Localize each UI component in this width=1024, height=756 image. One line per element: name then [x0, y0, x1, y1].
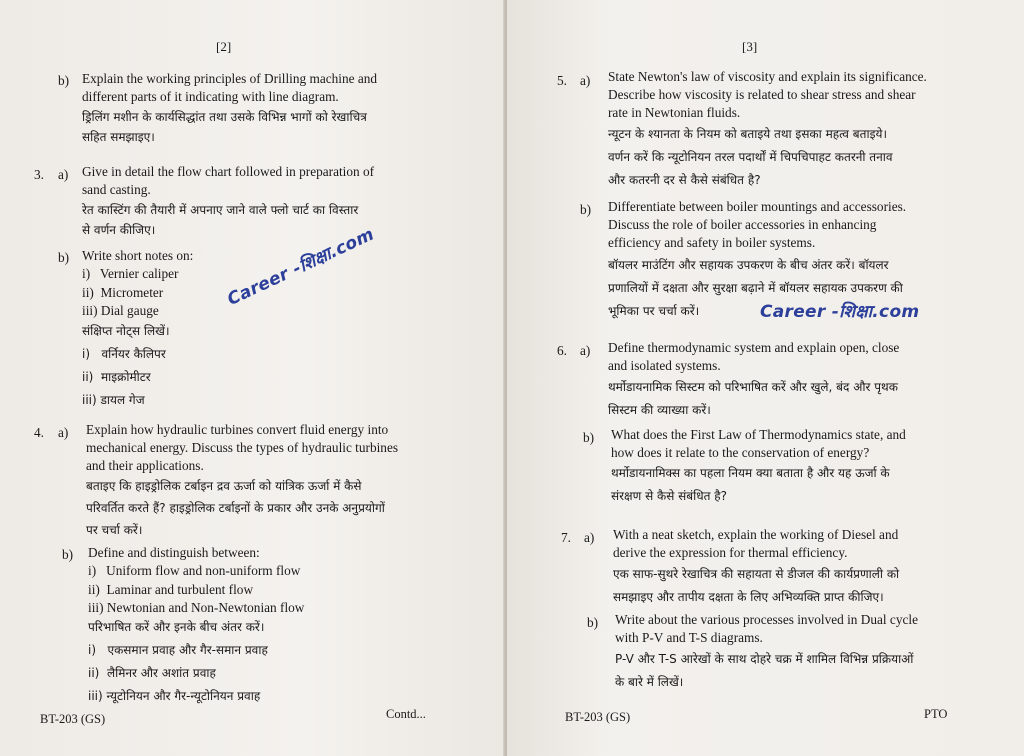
- question-text-hindi: से वर्णन कीजिए।: [82, 223, 156, 237]
- question-text-hindi: और कतरनी दर से कैसे संबंधित है?: [608, 173, 761, 187]
- list-item: i) Vernier caliper: [82, 266, 179, 281]
- list-item-hindi: ii) लैमिनर और अशांत प्रवाह: [88, 666, 216, 680]
- question-number: 7.: [561, 530, 571, 545]
- question-text: Give in detail the flow chart followed in preparation of: [82, 164, 375, 179]
- question-text: mechanical energy. Discuss the types of hydraulic turbines: [86, 440, 399, 455]
- list-item-hindi: iii) डायल गेज: [82, 393, 145, 407]
- question-text: Define and distinguish between:: [88, 545, 260, 560]
- question-label: a): [58, 425, 69, 440]
- question-text: Differentiate between boiler mountings and accessories.: [608, 199, 907, 214]
- question-text: and their applications.: [86, 458, 204, 473]
- question-text-hindi: थर्मोडायनामिक्स का पहला नियम क्या बताता है और यह ऊर्जा के: [611, 466, 890, 480]
- question-label: b): [62, 547, 74, 562]
- question-text-hindi: परिभाषित करें और इनके बीच अंतर करें।: [88, 620, 265, 634]
- question-label: b): [58, 73, 70, 88]
- watermark: Career -शिक्षा.com: [224, 224, 378, 310]
- question-text: Write about the various processes involved in Dual cycle: [615, 612, 918, 627]
- question-text: Write short notes on:: [82, 248, 194, 263]
- question-text-hindi: संक्षिप्त नोट्स लिखें।: [82, 324, 170, 338]
- question-label: a): [58, 167, 69, 182]
- question-text-hindi: परिवर्तित करते हैं? हाइड्रोलिक टर्बाइनों के प्रकार और उनके अनुप्रयोगों: [86, 501, 385, 515]
- question-text-hindi: प्रणालियों में दक्षता और सुरक्षा बढ़ाने में बॉयलर सहायक उपकरण की: [608, 281, 903, 295]
- question-text-hindi: भूमिका पर चर्चा करें।: [608, 304, 700, 318]
- question-text-hindi: बताइए कि हाइड्रोलिक टर्बाइन द्रव ऊर्जा को यांत्रिक ऊर्जा में कैसे: [86, 479, 362, 493]
- question-label: b): [580, 202, 592, 217]
- question-label: b): [587, 615, 599, 630]
- question-number: 6.: [557, 343, 567, 358]
- question-text-hindi: एक साफ-सुथरे रेखाचित्र की सहायता से डीजल की कार्यप्रणाली को: [613, 567, 900, 581]
- page-number: [3]: [742, 39, 758, 54]
- question-text-hindi: समझाइए और तापीय दक्षता के लिए अभिव्यक्ति प्राप्त कीजिए।: [613, 590, 884, 604]
- question-text: What does the First Law of Thermodynamics state, and: [611, 427, 906, 442]
- list-item-hindi: iii) न्यूटोनियन और गैर-न्यूटोनियन प्रवाह: [88, 689, 261, 703]
- question-number: 3.: [34, 167, 44, 182]
- question-text-hindi: के बारे में लिखें।: [615, 675, 684, 689]
- question-text-hindi: सिस्टम की व्याख्या करें।: [608, 403, 711, 417]
- question-text-hindi: संरक्षण से कैसे संबंधित है?: [611, 489, 728, 503]
- question-text: and isolated systems.: [608, 358, 721, 373]
- question-text: Describe how viscosity is related to shear stress and shear: [608, 87, 916, 102]
- question-text-hindi: बॉयलर माउंटिंग और सहायक उपकरण के बीच अंतर करें। बॉयलर: [608, 258, 889, 272]
- question-text: sand casting.: [82, 182, 151, 197]
- question-text: Explain how hydraulic turbines convert fluid energy into: [86, 422, 389, 437]
- question-text-hindi: रेत कास्टिंग की तैयारी में अपनाए जाने वाले फ्लो चार्ट का विस्तार: [82, 203, 359, 217]
- question-text: derive the expression for thermal efficiency.: [613, 545, 848, 560]
- footer-code: BT-203 (GS): [40, 712, 106, 726]
- list-item: ii) Micrometer: [82, 285, 164, 300]
- list-item-hindi: i) एकसमान प्रवाह और गैर-समान प्रवाह: [88, 643, 268, 657]
- page-number: [2]: [216, 39, 232, 54]
- watermark: Career -शिक्षा.com: [760, 302, 920, 322]
- question-label: a): [584, 530, 595, 545]
- left-page: [0, 0, 505, 756]
- list-item: i) Uniform flow and non-uniform flow: [88, 563, 301, 578]
- question-number: 4.: [34, 425, 44, 440]
- question-text: rate in Newtonian fluids.: [608, 105, 741, 120]
- question-label: b): [58, 250, 70, 265]
- question-text-hindi: न्यूटन के श्यानता के नियम को बताइये तथा इसका महत्व बताइये।: [608, 127, 887, 141]
- question-text: Define thermodynamic system and explain open, close: [608, 340, 900, 355]
- question-label: a): [580, 73, 591, 88]
- footer-pto: PTO: [924, 707, 948, 721]
- question-label: b): [583, 430, 595, 445]
- question-text-hindi: थर्मोडायनामिक सिस्टम को परिभाषित करें और खुले, बंद और पृथक: [608, 380, 898, 394]
- question-number: 5.: [557, 73, 567, 88]
- question-text: different parts of it indicating with line diagram.: [82, 89, 339, 104]
- question-text-hindi: वर्णन करें कि न्यूटोनियन तरल पदार्थों में चिपचिपाहट कतरनी तनाव: [608, 150, 893, 164]
- list-item: iii) Newtonian and Non-Newtonian flow: [88, 600, 305, 615]
- list-item-hindi: ii) माइक्रोमीटर: [82, 370, 151, 384]
- question-text: Explain the working principles of Drilling machine and: [82, 71, 378, 86]
- question-text: how does it relate to the conservation of energy?: [611, 445, 870, 460]
- question-text: with P-V and T-S diagrams.: [615, 630, 763, 645]
- list-item: ii) Laminar and turbulent flow: [88, 582, 254, 597]
- question-text: Discuss the role of boiler accessories in enhancing: [608, 217, 877, 232]
- question-text-hindi: पर चर्चा करें।: [86, 523, 143, 537]
- question-text: With a neat sketch, explain the working of Diesel and: [613, 527, 899, 542]
- question-text-hindi: सहित समझाइए।: [82, 130, 155, 144]
- footer-contd: Contd...: [386, 707, 426, 721]
- list-item: iii) Dial gauge: [82, 303, 159, 318]
- question-text: efficiency and safety in boiler systems.: [608, 235, 816, 250]
- question-text: State Newton's law of viscosity and explain its significance.: [608, 69, 927, 84]
- right-page: [507, 0, 1024, 756]
- question-text-hindi: P-V और T-S आरेखों के साथ दोहरे चक्र में शामिल विभिन्न प्रक्रियाओं: [615, 652, 914, 666]
- question-label: a): [580, 343, 591, 358]
- list-item-hindi: i) वर्नियर कैलिपर: [82, 347, 166, 361]
- footer-code: BT-203 (GS): [565, 710, 631, 724]
- question-text-hindi: ड्रिलिंग मशीन के कार्यसिद्धांत तथा उसके विभिन्न भागों को रेखाचित्र: [82, 110, 367, 124]
